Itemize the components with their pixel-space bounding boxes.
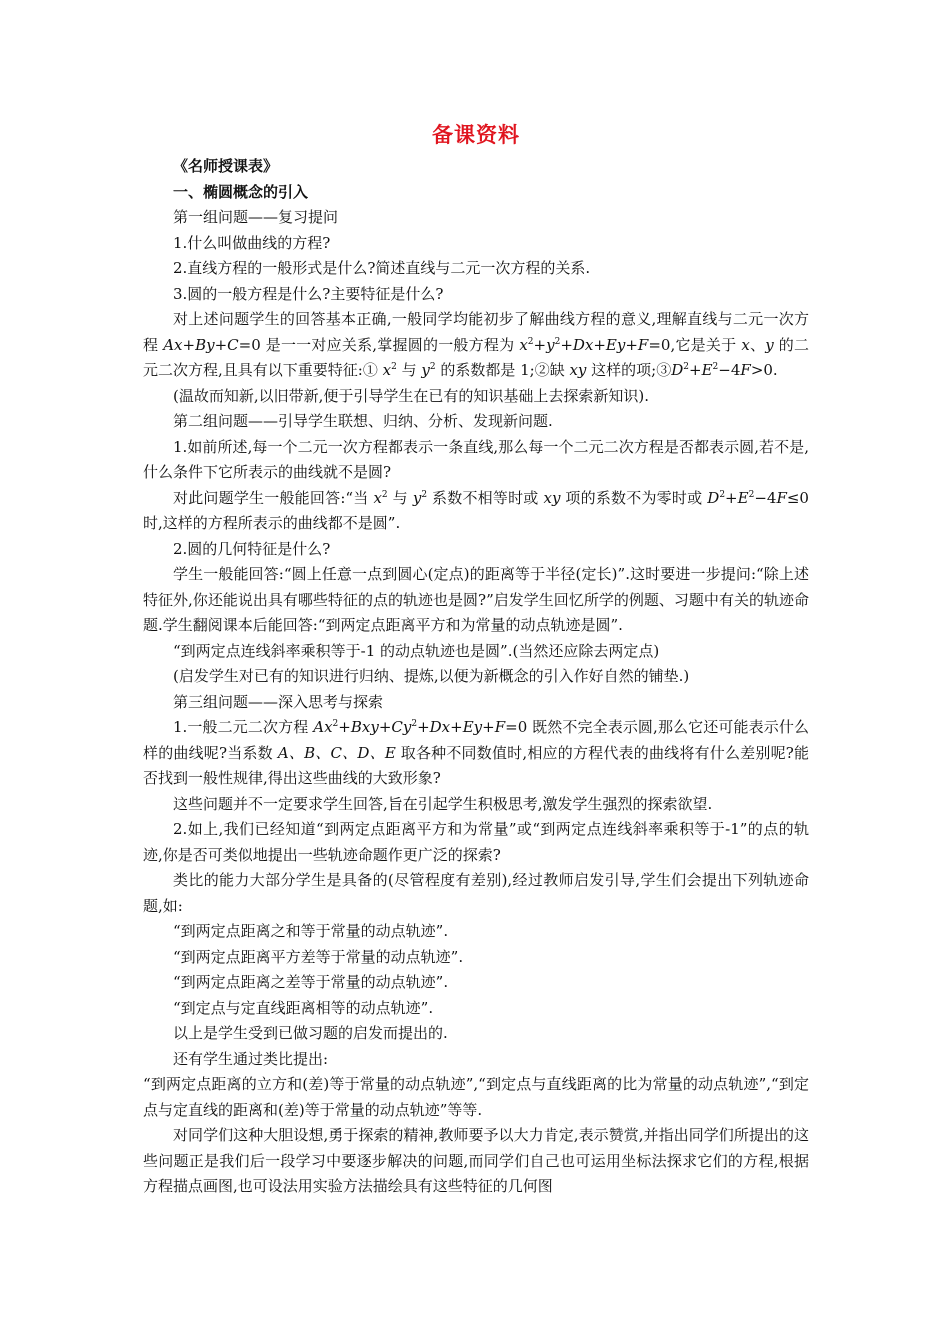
list-item: “到两定点距离平方差等于常量的动点轨迹”.: [173, 947, 464, 966]
list-item: “到两定点距离之和等于常量的动点轨迹”.: [173, 922, 449, 940]
group1-question-1: 1.什么叫做曲线的方程?: [173, 233, 331, 252]
paragraph-quotes: “到两定点距离的立方和(差)等于常量的动点轨迹”,“到定点与直线距离的比为常量的动点轨迹”,“到定点与定直线的距离和(差)等于常量的动点轨迹”等等.: [143, 1075, 809, 1119]
group2-title: 第二组问题——引导学生联想、归纳、分析、发现新问题.: [173, 412, 553, 430]
subtitle: 《名师授课表》: [173, 157, 279, 175]
page-title: 备课资料: [432, 122, 520, 147]
group3-question-1: 1.一般二元二次方程 $Ax^2+Bxy+Cy^2+Dx+Ey+F=0$ 既然不完全表示圆,那么它还可能表示什么样的曲线呢?当系数 A、B、C、D、E 取各种不同数值时,相应的方程代表的曲线将有什么差别呢?能否找到一般性规律,得出这些曲线的大致形象?: [143, 718, 810, 787]
paragraph-comment-1: 这些问题并不一定要求学生回答,旨在引起学生积极思考,激发学生强烈的探索欲望.: [173, 794, 713, 813]
paragraph-answer-2: 对此问题学生一般能回答:“当 $x^2$ 与 $y^2$ 系数不相等时或 xy 项的系数不为零时或 $D^2+E^2-4F\le 0$ 时,这样的方程所表示的曲线都不是圆”.: [143, 488, 809, 532]
group3-question-2: 2.如上,我们已经知道“到两定点距离平方和为常量”或“到两定点连线斜率乘积等于-1”的点的轨迹,你是否可类似地提出一些轨迹命题作更广泛的探索?: [143, 820, 809, 864]
group3-title: 第三组问题——深入思考与探索: [173, 692, 384, 711]
paragraph-conclusion: 对同学们这种大胆设想,勇于探索的精神,教师要予以大力肯定,表示赞赏,并指出同学们所提出的这些问题正是我们后一段学习中要逐步解决的问题,而同学们自己也可运用坐标法探求它们的方程,根据方程描点画图,也可设法用实验方法描绘具有这些特征的几何图: [143, 1126, 809, 1195]
paragraph-note-2: (启发学生对已有的知识进行归纳、提炼,以便为新概念的引入作好自然的铺垫.): [173, 667, 690, 685]
paragraph-note-1: (温故而知新,以旧带新,便于引导学生在已有的知识基础上去探索新知识).: [173, 386, 650, 405]
list-item: “到两定点距离之差等于常量的动点轨迹”.: [173, 973, 449, 991]
group1-question-2: 2.直线方程的一般形式是什么?简述直线与二元一次方程的关系.: [173, 259, 591, 277]
paragraph-answer-1: 对上述问题学生的回答基本正确,一般同学均能初步了解曲线方程的意义,理解直线与二元一次方程 Ax+By+C=0 是一一对应关系,掌握圆的一般方程为 $x^2+y^2+Dx+Ey+F=0$,它是关于 x、y 的二元二次方程,且具有以下重要特征:① $x^2$ 与 $y^2$ 的系数都是 1;②缺 xy 这样的项$;③D^2+E^2-4F>0$.: [143, 310, 809, 379]
group1-title: 第一组问题——复习提问: [173, 208, 339, 226]
group2-question-1: 1.如前所述,每一个二元一次方程都表示一条直线,那么每一个二元二次方程是否都表示圆,若不是,什么条件下它所表示的曲线就不是圆?: [143, 437, 809, 481]
group1-question-3: 3.圆的一般方程是什么?主要特征是什么?: [173, 284, 444, 303]
list-item: “到定点与定直线距离相等的动点轨迹”.: [173, 998, 434, 1017]
paragraph-intro: 还有学生通过类比提出:: [173, 1049, 329, 1068]
group2-question-2: 2.圆的几何特征是什么?: [173, 539, 331, 558]
paragraph-source: 以上是学生受到已做习题的启发而提出的.: [173, 1024, 448, 1042]
paragraph-analogy: 类比的能力大部分学生是具备的(尽管程度有差别),经过教师启发引导,学生们会提出下列轨迹命题,如:: [143, 871, 809, 915]
section-heading: 一、椭圆概念的引入: [173, 182, 309, 201]
paragraph-answer-3: 学生一般能回答:“圆上任意一点到圆心(定点)的距离等于半径(定长)”.这时要进一步提问:“除上述特征外,你还能说出具有哪些特征的点的轨迹也是圆?”启发学生回忆所学的例题、习题中有关的轨迹命题.学生翻阅课本后能回答:“到两定点距离平方和为常量的动点轨迹是圆”.: [143, 565, 809, 634]
document-page: [143, 118, 809, 1200]
paragraph-quote-1: “到两定点连线斜率乘积等于-1 的动点轨迹也是圆”.(当然还应除去两定点): [173, 641, 660, 660]
